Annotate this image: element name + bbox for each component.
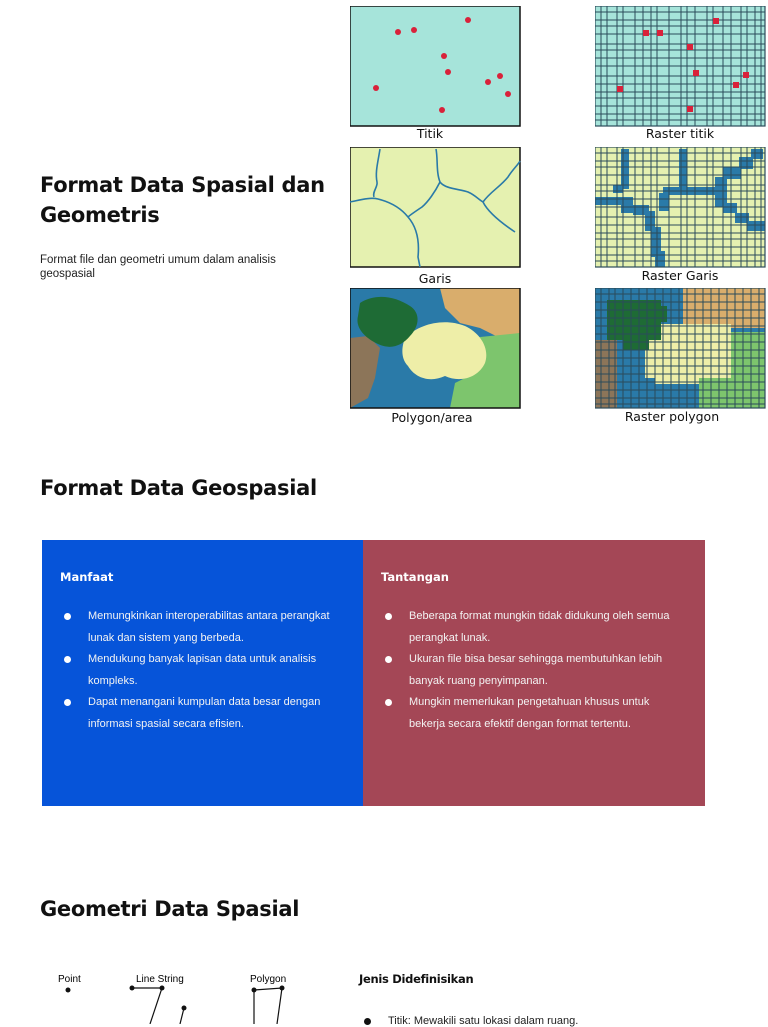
challenges-list [381,606,687,735]
point-marker [465,17,471,23]
point-marker [441,53,447,59]
map-raster-lines [595,147,767,269]
list-item: Mungkin memerlukan pengetahuan khusus untuk bekerja secara efektif dengan format tertentu. [381,692,687,735]
list-item: Titik: Mewakili satu lokasi dalam ruang. [388,1015,579,1027]
section-title-geospatial-formats: Format Data Geospasial [40,476,317,500]
caption-garis: Garis [418,271,452,286]
page-title: Format Data Spasial dan Geometris [40,173,325,227]
page-subtitle: Format file dan geometri umum dalam analisis geospasial [40,254,276,280]
geometry-types-heading: Jenis Didefinisikan [359,972,474,986]
caption-raster-titik: Raster titik [645,126,715,141]
label-point: Point [58,974,81,985]
point-marker [505,91,511,97]
point-marker [497,73,503,79]
map-raster-points [595,6,767,128]
caption-raster-garis: Raster Garis [641,268,719,283]
section-title-spatial-geometry: Geometri Data Spasial [40,897,300,921]
point-marker [373,85,379,91]
list-item: Dapat menangani kumpulan data besar dengan informasi spasial secara efisien. [60,692,345,735]
list-item: Mendukung banyak lapisan data untuk analisis kompleks. [60,649,345,692]
map-points [350,6,522,128]
benefits-heading: Manfaat [60,570,114,584]
point-shape [66,988,71,993]
challenges-heading: Tantangan [381,570,449,584]
benefits-card [42,540,363,806]
line-string-shape [132,988,184,1024]
label-line-string: Line String [136,974,184,985]
benefits-list [60,606,345,735]
caption-raster-polygon: Raster polygon [624,409,720,424]
point-marker [485,79,491,85]
map-lines [350,147,522,269]
point-marker [395,29,401,35]
list-item: Ukuran file bisa besar sehingga membutuhkan lebih banyak ruang penyimpanan. [381,649,687,692]
map-raster-polygons [595,288,767,410]
challenges-card [363,540,705,806]
caption-titik: Titik [416,126,444,141]
geometry-types-diagram [52,968,312,1024]
polygon-shape [254,988,282,1024]
map-polygons [350,288,522,410]
point-marker [411,27,417,33]
list-item: Memungkinkan interoperabilitas antara perangkat lunak dan sistem yang berbeda. [60,606,345,649]
list-item: Beberapa format mungkin tidak didukung oleh semua perangkat lunak. [381,606,687,649]
caption-polygon: Polygon/area [391,410,473,425]
label-polygon: Polygon [250,974,287,985]
point-marker [445,69,451,75]
point-marker [439,107,445,113]
